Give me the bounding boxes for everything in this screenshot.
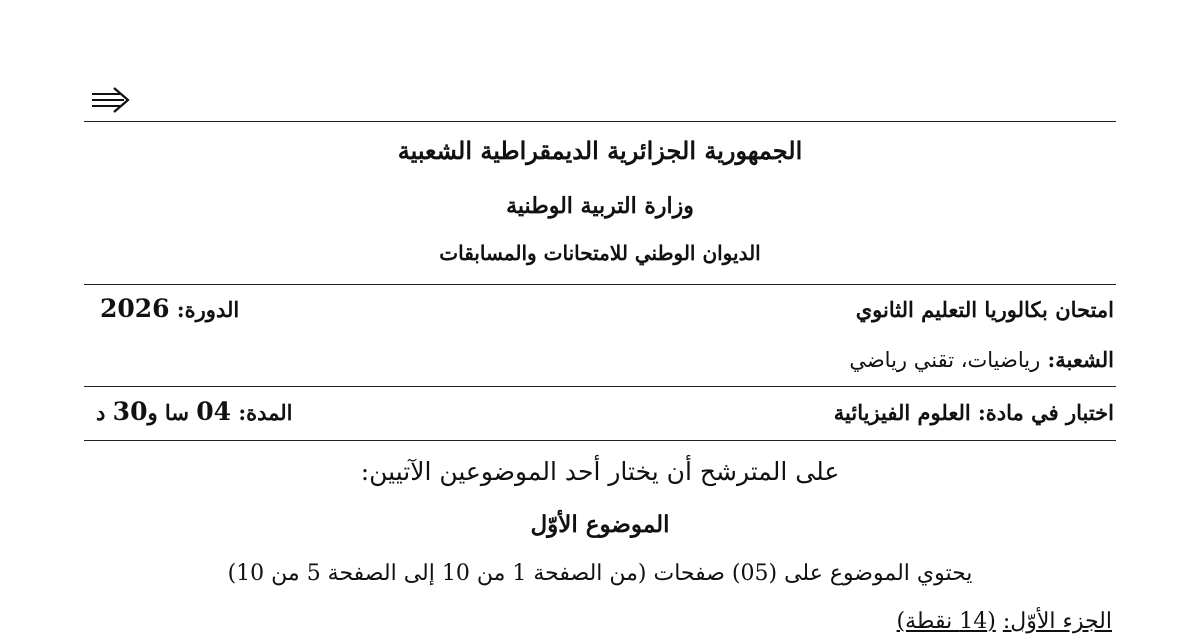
instruction-text: على المترشح أن يختار أحد الموضوعين الآتيين: [360,457,840,486]
session-value: 2026 [100,294,170,323]
branch-value: رياضيات، تقني رياضي [849,348,1041,372]
duration-label: المدة: [238,400,293,425]
ministry-title: وزارة التربية الوطنية [506,193,694,219]
topic-title: الموضوع الأوّل [530,511,670,538]
part-points: (14 نقطة) [896,609,996,634]
duration-field [96,395,293,430]
session-field [100,292,239,327]
branch-label: الشعبة: [1047,347,1114,372]
info-bottom-divider [84,440,1116,441]
subject-value: العلوم الفيزيائية [833,400,971,425]
exam-title: امتحان بكالوريا التعليم الثانوي [855,297,1114,322]
part-label: الجزء الأوّل: [1002,609,1112,634]
top-divider [84,121,1116,122]
duration-hours-unit: سا و [147,400,189,425]
duration-minutes: 30 [112,397,148,426]
subject-label: اختبار في مادة: [978,400,1114,425]
duration-minutes-unit: د [96,400,106,425]
branch-field [849,344,1114,376]
session-label: الدورة: [176,297,240,322]
subject-field [834,397,1114,429]
middle-divider [84,386,1116,387]
duration-hours: 04 [196,397,232,426]
republic-title: الجمهورية الجزائرية الديمقراطية الشعبية [397,136,803,165]
part-heading [897,605,1112,639]
header-divider [84,284,1116,285]
pages-note: يحتوي الموضوع على (05) صفحات (من الصفحة 1 من 10 إلى الصفحة 5 من 10) [227,561,973,586]
triple-arrow-right-icon [90,86,132,114]
office-title: الديوان الوطني للامتحانات والمسابقات [439,241,761,265]
